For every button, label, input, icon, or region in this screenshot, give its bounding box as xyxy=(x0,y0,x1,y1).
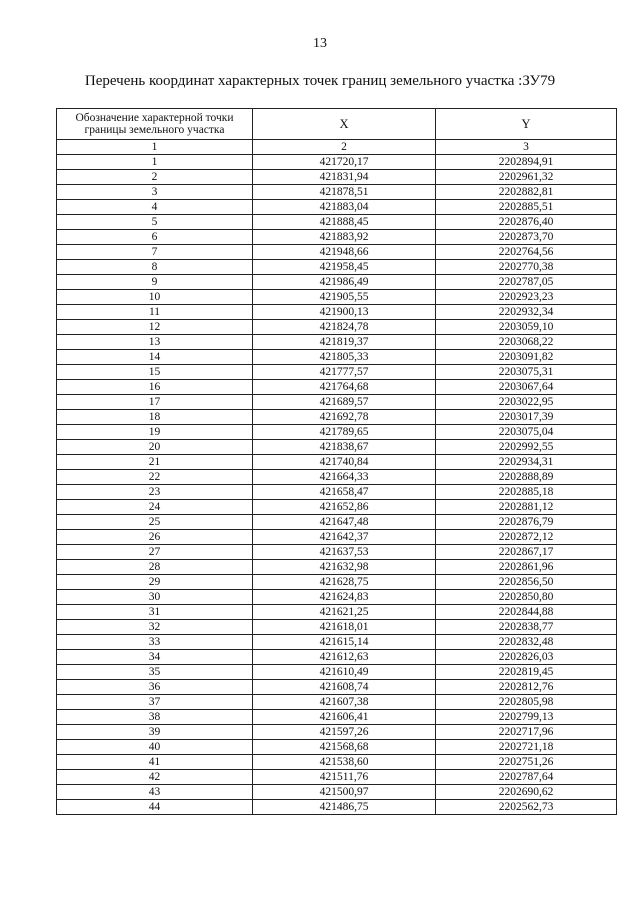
x-coordinate-cell: 421689,57 xyxy=(253,395,436,410)
table-row xyxy=(57,260,617,275)
table-row xyxy=(57,215,617,230)
x-coordinate-cell: 421618,01 xyxy=(253,620,436,635)
y-coordinate-cell: 2202992,55 xyxy=(436,440,617,455)
y-coordinate-cell: 2202881,12 xyxy=(436,500,617,515)
y-coordinate-cell: 2202819,45 xyxy=(436,665,617,680)
table-row xyxy=(57,335,617,350)
y-coordinate-cell: 2202770,38 xyxy=(436,260,617,275)
table-row xyxy=(57,695,617,710)
y-coordinate-cell: 2203022,95 xyxy=(436,395,617,410)
x-coordinate-cell: 421637,53 xyxy=(253,545,436,560)
y-coordinate-cell: 2202932,34 xyxy=(436,305,617,320)
point-number-cell: 43 xyxy=(57,785,253,800)
x-coordinate-cell: 421824,78 xyxy=(253,320,436,335)
table-row xyxy=(57,410,617,425)
header-point-designation: Обозначение характерной точки границы земельного участка xyxy=(57,109,253,140)
point-number-cell: 19 xyxy=(57,425,253,440)
y-coordinate-cell: 2203068,22 xyxy=(436,335,617,350)
y-coordinate-cell: 2203067,64 xyxy=(436,380,617,395)
table-row xyxy=(57,170,617,185)
x-coordinate-cell: 421568,68 xyxy=(253,740,436,755)
point-number-cell: 13 xyxy=(57,335,253,350)
table-row xyxy=(57,545,617,560)
table-row xyxy=(57,530,617,545)
y-coordinate-cell: 2202799,13 xyxy=(436,710,617,725)
header-y: Y xyxy=(436,109,617,140)
table-row xyxy=(57,755,617,770)
x-coordinate-cell: 421888,45 xyxy=(253,215,436,230)
point-number-cell: 33 xyxy=(57,635,253,650)
y-coordinate-cell: 2202934,31 xyxy=(436,455,617,470)
y-coordinate-cell: 2202838,77 xyxy=(436,620,617,635)
y-coordinate-cell: 2202721,18 xyxy=(436,740,617,755)
point-number-cell: 42 xyxy=(57,770,253,785)
table-row xyxy=(57,575,617,590)
x-coordinate-cell: 421632,98 xyxy=(253,560,436,575)
x-coordinate-cell: 421608,74 xyxy=(253,680,436,695)
y-coordinate-cell: 2202882,81 xyxy=(436,185,617,200)
table-row xyxy=(57,500,617,515)
point-number-cell: 30 xyxy=(57,590,253,605)
y-coordinate-cell: 2202751,26 xyxy=(436,755,617,770)
y-coordinate-cell: 2202787,05 xyxy=(436,275,617,290)
y-coordinate-cell: 2202894,91 xyxy=(436,155,617,170)
header-x: X xyxy=(253,109,436,140)
x-coordinate-cell: 421538,60 xyxy=(253,755,436,770)
table-row xyxy=(57,680,617,695)
point-number-cell: 2 xyxy=(57,170,253,185)
x-coordinate-cell: 421647,48 xyxy=(253,515,436,530)
table-row xyxy=(57,440,617,455)
y-coordinate-cell: 2202717,96 xyxy=(436,725,617,740)
x-coordinate-cell: 421664,33 xyxy=(253,470,436,485)
table-row xyxy=(57,395,617,410)
point-number-cell: 15 xyxy=(57,365,253,380)
y-coordinate-cell: 2202844,88 xyxy=(436,605,617,620)
y-coordinate-cell: 2202876,79 xyxy=(436,515,617,530)
point-number-cell: 35 xyxy=(57,665,253,680)
document-title: Перечень координат характерных точек границ земельного участка :ЗУ79 xyxy=(84,73,556,89)
x-coordinate-cell: 421610,49 xyxy=(253,665,436,680)
x-coordinate-cell: 421883,92 xyxy=(253,230,436,245)
y-coordinate-cell: 2202690,62 xyxy=(436,785,617,800)
point-number-cell: 44 xyxy=(57,800,253,815)
table-row xyxy=(57,740,617,755)
x-coordinate-cell: 421642,37 xyxy=(253,530,436,545)
point-number-cell: 37 xyxy=(57,695,253,710)
table-row xyxy=(57,200,617,215)
table-row xyxy=(57,665,617,680)
point-number-cell: 22 xyxy=(57,470,253,485)
y-coordinate-cell: 2202787,64 xyxy=(436,770,617,785)
point-number-cell: 17 xyxy=(57,395,253,410)
table-row xyxy=(57,770,617,785)
point-number-cell: 10 xyxy=(57,290,253,305)
x-coordinate-cell: 421838,67 xyxy=(253,440,436,455)
x-coordinate-cell: 421958,45 xyxy=(253,260,436,275)
point-number-cell: 5 xyxy=(57,215,253,230)
x-coordinate-cell: 421789,65 xyxy=(253,425,436,440)
point-number-cell: 25 xyxy=(57,515,253,530)
x-coordinate-cell: 421819,37 xyxy=(253,335,436,350)
point-number-cell: 1 xyxy=(57,155,253,170)
point-number-cell: 27 xyxy=(57,545,253,560)
x-coordinate-cell: 421621,25 xyxy=(253,605,436,620)
table-row xyxy=(57,305,617,320)
y-coordinate-cell: 2202856,50 xyxy=(436,575,617,590)
table-row xyxy=(57,365,617,380)
y-coordinate-cell: 2203075,04 xyxy=(436,425,617,440)
point-number-cell: 39 xyxy=(57,725,253,740)
column-number: 2 xyxy=(253,140,436,155)
table-row xyxy=(57,155,617,170)
x-coordinate-cell: 421905,55 xyxy=(253,290,436,305)
table-row xyxy=(57,725,617,740)
y-coordinate-cell: 2202867,17 xyxy=(436,545,617,560)
table-row xyxy=(57,455,617,470)
y-coordinate-cell: 2202764,56 xyxy=(436,245,617,260)
x-coordinate-cell: 421607,38 xyxy=(253,695,436,710)
y-coordinate-cell: 2203059,10 xyxy=(436,320,617,335)
point-number-cell: 41 xyxy=(57,755,253,770)
x-coordinate-cell: 421628,75 xyxy=(253,575,436,590)
table-row xyxy=(57,635,617,650)
table-row xyxy=(57,290,617,305)
y-coordinate-cell: 2202826,03 xyxy=(436,650,617,665)
table-row xyxy=(57,185,617,200)
y-coordinate-cell: 2202850,80 xyxy=(436,590,617,605)
point-number-cell: 11 xyxy=(57,305,253,320)
table-row xyxy=(57,425,617,440)
point-number-cell: 24 xyxy=(57,500,253,515)
x-coordinate-cell: 421883,04 xyxy=(253,200,436,215)
point-number-cell: 6 xyxy=(57,230,253,245)
point-number-cell: 34 xyxy=(57,650,253,665)
table-row xyxy=(57,560,617,575)
point-number-cell: 23 xyxy=(57,485,253,500)
point-number-cell: 14 xyxy=(57,350,253,365)
table-row xyxy=(57,710,617,725)
x-coordinate-cell: 421658,47 xyxy=(253,485,436,500)
y-coordinate-cell: 2202885,18 xyxy=(436,485,617,500)
y-coordinate-cell: 2202812,76 xyxy=(436,680,617,695)
point-number-cell: 28 xyxy=(57,560,253,575)
table-row xyxy=(57,380,617,395)
point-number-cell: 18 xyxy=(57,410,253,425)
x-coordinate-cell: 421612,63 xyxy=(253,650,436,665)
point-number-cell: 7 xyxy=(57,245,253,260)
point-number-cell: 8 xyxy=(57,260,253,275)
x-coordinate-cell: 421500,97 xyxy=(253,785,436,800)
table-row xyxy=(57,650,617,665)
x-coordinate-cell: 421740,84 xyxy=(253,455,436,470)
y-coordinate-cell: 2202888,89 xyxy=(436,470,617,485)
x-coordinate-cell: 421900,13 xyxy=(253,305,436,320)
point-number-cell: 38 xyxy=(57,710,253,725)
y-coordinate-cell: 2202873,70 xyxy=(436,230,617,245)
y-coordinate-cell: 2202562,73 xyxy=(436,800,617,815)
table-row xyxy=(57,590,617,605)
y-coordinate-cell: 2203075,31 xyxy=(436,365,617,380)
x-coordinate-cell: 421948,66 xyxy=(253,245,436,260)
y-coordinate-cell: 2202861,96 xyxy=(436,560,617,575)
x-coordinate-cell: 421986,49 xyxy=(253,275,436,290)
point-number-cell: 9 xyxy=(57,275,253,290)
point-number-cell: 12 xyxy=(57,320,253,335)
x-coordinate-cell: 421606,41 xyxy=(253,710,436,725)
y-coordinate-cell: 2202876,40 xyxy=(436,215,617,230)
point-number-cell: 3 xyxy=(57,185,253,200)
point-number-cell: 31 xyxy=(57,605,253,620)
point-number-cell: 32 xyxy=(57,620,253,635)
table-row xyxy=(57,470,617,485)
table-row xyxy=(57,620,617,635)
column-number: 1 xyxy=(57,140,253,155)
table-row xyxy=(57,230,617,245)
y-coordinate-cell: 2202832,48 xyxy=(436,635,617,650)
y-coordinate-cell: 2202923,23 xyxy=(436,290,617,305)
y-coordinate-cell: 2202885,51 xyxy=(436,200,617,215)
y-coordinate-cell: 2203017,39 xyxy=(436,410,617,425)
table-body xyxy=(57,155,617,815)
coordinates-table xyxy=(56,108,617,815)
x-coordinate-cell: 421486,75 xyxy=(253,800,436,815)
point-number-cell: 29 xyxy=(57,575,253,590)
table-row xyxy=(57,275,617,290)
x-coordinate-cell: 421615,14 xyxy=(253,635,436,650)
x-coordinate-cell: 421511,76 xyxy=(253,770,436,785)
y-coordinate-cell: 2203091,82 xyxy=(436,350,617,365)
y-coordinate-cell: 2202805,98 xyxy=(436,695,617,710)
x-coordinate-cell: 421831,94 xyxy=(253,170,436,185)
column-number-row xyxy=(57,140,617,155)
table-row xyxy=(57,605,617,620)
page-number: 13 xyxy=(313,36,327,51)
table-header-row xyxy=(57,109,617,140)
point-number-cell: 16 xyxy=(57,380,253,395)
point-number-cell: 20 xyxy=(57,440,253,455)
table-row xyxy=(57,245,617,260)
point-number-cell: 26 xyxy=(57,530,253,545)
table-row xyxy=(57,485,617,500)
x-coordinate-cell: 421805,33 xyxy=(253,350,436,365)
x-coordinate-cell: 421652,86 xyxy=(253,500,436,515)
y-coordinate-cell: 2202961,32 xyxy=(436,170,617,185)
x-coordinate-cell: 421720,17 xyxy=(253,155,436,170)
x-coordinate-cell: 421878,51 xyxy=(253,185,436,200)
x-coordinate-cell: 421692,78 xyxy=(253,410,436,425)
point-number-cell: 21 xyxy=(57,455,253,470)
y-coordinate-cell: 2202872,12 xyxy=(436,530,617,545)
point-number-cell: 4 xyxy=(57,200,253,215)
point-number-cell: 36 xyxy=(57,680,253,695)
table-row xyxy=(57,320,617,335)
x-coordinate-cell: 421597,26 xyxy=(253,725,436,740)
x-coordinate-cell: 421624,83 xyxy=(253,590,436,605)
point-number-cell: 40 xyxy=(57,740,253,755)
table-row xyxy=(57,785,617,800)
x-coordinate-cell: 421777,57 xyxy=(253,365,436,380)
table-row xyxy=(57,515,617,530)
x-coordinate-cell: 421764,68 xyxy=(253,380,436,395)
column-number: 3 xyxy=(436,140,617,155)
table-row xyxy=(57,350,617,365)
table-row xyxy=(57,800,617,815)
